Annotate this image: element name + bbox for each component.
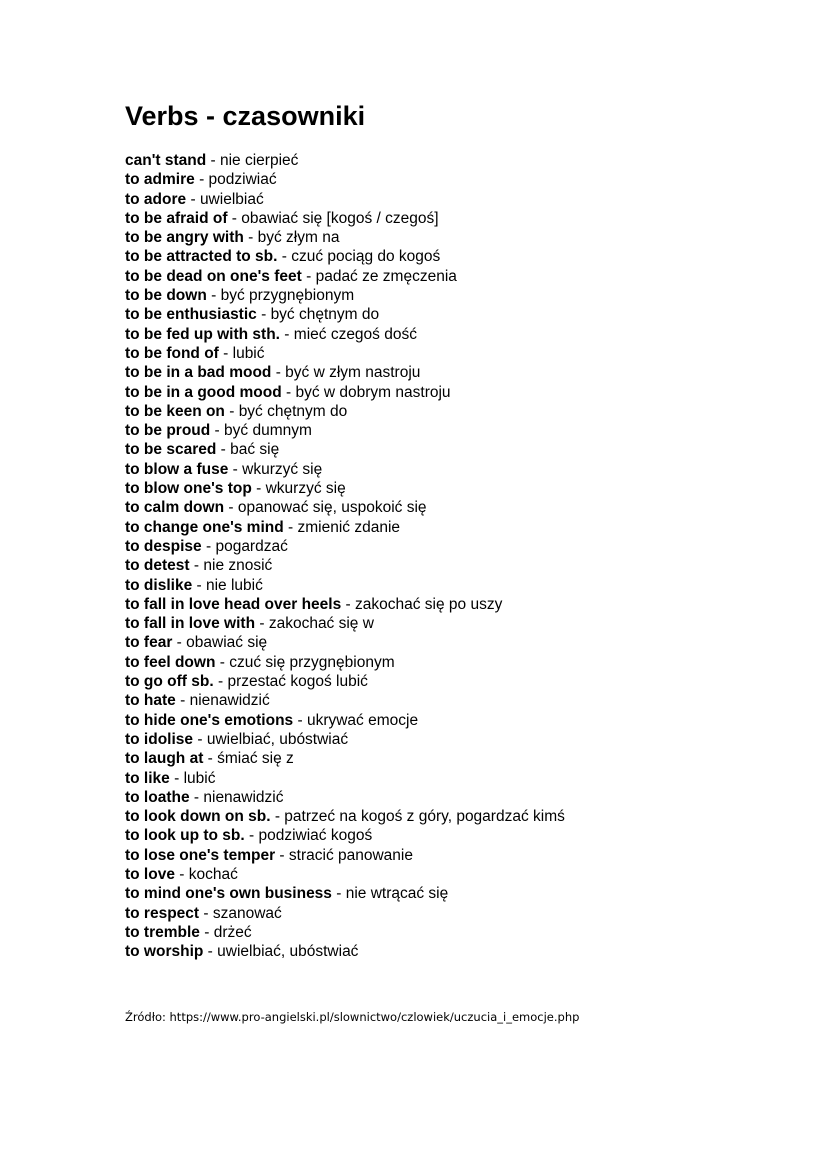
vocab-term: to respect: [125, 904, 200, 922]
vocab-separator: -: [175, 692, 190, 710]
vocab-separator: -: [193, 730, 207, 748]
vocab-translation: ukrywać emocje: [306, 711, 419, 729]
vocab-term: to adore: [125, 190, 187, 208]
vocab-term: to despise: [125, 537, 202, 555]
vocab-entry: [125, 846, 565, 865]
vocab-translation: nie wtrącać się: [345, 885, 449, 903]
vocab-separator: -: [172, 634, 187, 652]
vocab-term: to be scared: [125, 441, 217, 459]
vocab-entry: [125, 826, 565, 845]
vocab-translation: być chętnym do: [238, 402, 348, 420]
vocab-separator: -: [256, 306, 271, 324]
vocab-term: to love: [125, 865, 175, 883]
vocab-translation: być w dobrym nastroju: [295, 383, 451, 401]
vocab-separator: -: [215, 653, 230, 671]
vocab-separator: -: [201, 537, 216, 555]
vocab-term: to be enthusiastic: [125, 306, 257, 324]
vocab-term: to change one's mind: [125, 518, 284, 536]
source-note: Źródło: https://www.pro-angielski.pl/slownictwo/czlowiek/uczucia_i_emocje.php: [125, 1010, 580, 1024]
vocab-translation: lubić: [183, 769, 216, 787]
vocab-separator: -: [293, 711, 307, 729]
vocab-separator: -: [280, 325, 294, 343]
vocab-translation: obawiać się [kogoś / czegoś]: [241, 209, 439, 227]
vocab-term: to calm down: [125, 499, 225, 517]
vocab-translation: być w złym nastroju: [285, 364, 421, 382]
vocab-term: to mind one's own business: [125, 885, 332, 903]
vocab-entry: [125, 653, 565, 672]
vocab-entry: [125, 518, 565, 537]
vocab-term: can't stand: [125, 152, 207, 169]
vocab-translation: nie lubić: [205, 576, 263, 594]
vocab-separator: -: [271, 364, 286, 382]
vocab-separator: -: [331, 885, 346, 903]
vocab-entry: [125, 537, 565, 556]
vocab-translation: drżeć: [213, 923, 252, 941]
vocab-entry: [125, 633, 565, 652]
vocab-translation: podziwiać: [208, 171, 277, 189]
vocab-entry: [125, 363, 565, 382]
vocab-term: to blow a fuse: [125, 460, 229, 478]
vocab-separator: -: [243, 229, 258, 247]
vocab-entry: [125, 749, 565, 768]
vocab-separator: -: [277, 248, 292, 266]
vocab-entry: [125, 228, 565, 247]
vocab-separator: -: [224, 402, 239, 420]
vocab-term: to be dead on one's feet: [125, 267, 302, 285]
vocab-term: to fall in love with: [125, 615, 256, 633]
vocab-term: to detest: [125, 557, 190, 575]
vocab-translation: uwielbiać, ubóstwiać: [206, 730, 349, 748]
vocab-translation: zakochać się w: [268, 615, 374, 633]
vocab-term: to be down: [125, 287, 207, 305]
vocab-entry: [125, 440, 565, 459]
vocab-term: to be in a good mood: [125, 383, 282, 401]
vocab-entry: [125, 769, 565, 788]
vocab-term: to go off sb.: [125, 673, 214, 691]
vocab-term: to laugh at: [125, 750, 204, 768]
vocab-separator: -: [186, 190, 200, 208]
vocab-term: to be fond of: [125, 344, 219, 362]
vocab-term: to be keen on: [125, 402, 225, 420]
vocab-separator: -: [228, 460, 243, 478]
vocab-translation: patrzeć na kogoś z góry, pogardzać kimś: [284, 808, 565, 826]
vocab-translation: czuć się przygnębionym: [229, 653, 395, 671]
vocab-term: to dislike: [125, 576, 193, 594]
vocab-translation: wkurzyć się: [265, 480, 346, 498]
vocab-entry: [125, 383, 565, 402]
vocab-translation: być złym na: [257, 229, 340, 247]
vocab-term: to be afraid of: [125, 209, 228, 227]
vocab-translation: kochać: [188, 865, 238, 883]
vocab-entry: [125, 286, 565, 305]
vocab-separator: -: [194, 171, 209, 189]
vocab-translation: nienawidzić: [189, 692, 270, 710]
vocab-entry: [125, 711, 565, 730]
vocab-translation: obawiać się: [186, 634, 268, 652]
vocab-separator: -: [281, 383, 296, 401]
vocab-term: to tremble: [125, 923, 200, 941]
vocab-separator: -: [218, 344, 233, 362]
vocab-separator: -: [206, 152, 220, 169]
vocab-translation: stracić panowanie: [288, 846, 413, 864]
vocab-translation: czuć pociąg do kogoś: [291, 248, 441, 266]
vocab-translation: nienawidzić: [203, 788, 284, 806]
vocab-separator: -: [341, 595, 355, 613]
vocab-term: to fall in love head over heels: [125, 595, 342, 613]
vocab-translation: być przygnębionym: [220, 287, 355, 305]
vocab-term: to be proud: [125, 422, 211, 440]
vocab-entry: [125, 730, 565, 749]
vocab-entry: [125, 498, 565, 517]
vocab-translation: przestać kogoś lubić: [227, 673, 368, 691]
vocab-translation: uwielbiać: [199, 190, 264, 208]
vocab-separator: -: [270, 808, 285, 826]
vocab-separator: -: [255, 615, 269, 633]
vocab-entry: [125, 305, 565, 324]
vocab-entry: [125, 325, 565, 344]
vocab-separator: -: [206, 287, 221, 305]
vocab-entry: [125, 190, 565, 209]
vocab-translation: nie znosić: [203, 557, 273, 575]
vocab-translation: śmiać się z: [217, 750, 294, 768]
vocab-entry: [125, 807, 565, 826]
vocab-entry: [125, 595, 565, 614]
vocab-term: to be in a bad mood: [125, 364, 272, 382]
vocab-term: to loathe: [125, 788, 190, 806]
vocab-translation: szanować: [212, 904, 282, 922]
vocab-entry: [125, 904, 565, 923]
vocab-entry: [125, 479, 565, 498]
vocab-term: to fear: [125, 634, 173, 652]
vocab-separator: -: [283, 518, 298, 536]
vocab-separator: -: [224, 499, 238, 517]
vocab-term: to look up to sb.: [125, 827, 245, 845]
vocab-entry: [125, 614, 565, 633]
vocabulary-list: [125, 151, 565, 961]
vocab-term: to be fed up with sth.: [125, 325, 280, 343]
vocab-separator: -: [189, 788, 204, 806]
vocab-entry: [125, 209, 565, 228]
vocab-term: to lose one's temper: [125, 846, 276, 864]
vocab-term: to admire: [125, 171, 195, 189]
vocab-translation: zakochać się po uszy: [355, 595, 503, 613]
vocab-entry: [125, 247, 565, 266]
vocab-translation: bać się: [230, 441, 280, 459]
vocab-translation: wkurzyć się: [242, 460, 323, 478]
vocab-separator: -: [199, 904, 213, 922]
vocab-separator: -: [192, 576, 206, 594]
vocab-separator: -: [169, 769, 184, 787]
vocab-entry: [125, 576, 565, 595]
vocab-term: to be attracted to sb.: [125, 248, 278, 266]
vocab-translation: zmienić zdanie: [297, 518, 401, 536]
vocab-entry: [125, 884, 565, 903]
vocab-term: to hide one's emotions: [125, 711, 294, 729]
vocab-separator: -: [189, 557, 204, 575]
vocab-translation: nie cierpieć: [219, 152, 299, 169]
vocab-translation: mieć czegoś dość: [293, 325, 417, 343]
vocab-translation: podziwiać kogoś: [258, 827, 373, 845]
vocab-separator: -: [301, 267, 316, 285]
vocab-term: to worship: [125, 943, 204, 961]
vocab-term: to hate: [125, 692, 176, 710]
vocab-entry: [125, 344, 565, 363]
vocab-translation: padać ze zmęczenia: [315, 267, 457, 285]
vocab-separator: -: [199, 923, 214, 941]
vocab-term: to be angry with: [125, 229, 244, 247]
vocab-separator: -: [275, 846, 289, 864]
vocab-entry: [125, 151, 565, 170]
page-title: Verbs - czasowniki: [125, 101, 366, 131]
vocab-separator: -: [174, 865, 189, 883]
vocab-translation: opanować się, uspokoić się: [237, 499, 427, 517]
vocab-translation: uwielbiać, ubóstwiać: [217, 943, 359, 961]
vocab-translation: lubić: [232, 344, 265, 362]
vocab-term: to like: [125, 769, 170, 787]
vocab-entry: [125, 460, 565, 479]
vocab-entry: [125, 267, 565, 286]
vocab-entry: [125, 691, 565, 710]
vocab-entry: [125, 421, 565, 440]
vocab-term: to look down on sb.: [125, 808, 271, 826]
vocab-separator: -: [203, 750, 218, 768]
vocab-separator: -: [227, 209, 242, 227]
vocab-translation: pogardzać: [215, 537, 288, 555]
vocab-separator: -: [210, 422, 225, 440]
vocab-entry: [125, 672, 565, 691]
vocab-separator: -: [216, 441, 231, 459]
vocab-entry: [125, 402, 565, 421]
vocab-translation: być dumnym: [224, 422, 312, 440]
vocab-term: to blow one's top: [125, 480, 252, 498]
vocab-separator: -: [244, 827, 259, 845]
vocab-translation: być chętnym do: [270, 306, 380, 324]
vocab-term: to feel down: [125, 653, 216, 671]
vocab-separator: -: [251, 480, 266, 498]
vocab-entry: [125, 170, 565, 189]
vocab-separator: -: [203, 943, 218, 961]
vocab-entry: [125, 556, 565, 575]
vocab-entry: [125, 942, 565, 961]
vocab-entry: [125, 788, 565, 807]
vocab-term: to idolise: [125, 730, 194, 748]
vocab-entry: [125, 865, 565, 884]
vocab-entry: [125, 923, 565, 942]
vocab-separator: -: [213, 673, 228, 691]
